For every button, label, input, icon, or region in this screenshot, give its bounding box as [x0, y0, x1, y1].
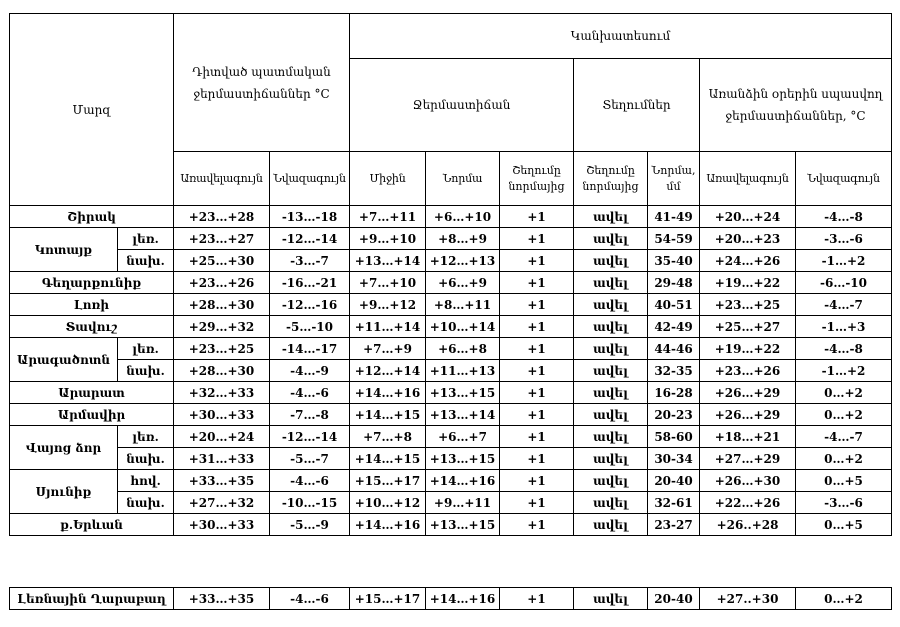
mean-cell: +15…+17 [350, 588, 426, 610]
norm-cell: +14…+16 [426, 588, 500, 610]
obs-max-cell: +23…+25 [174, 338, 270, 360]
mean-cell: +14…+15 [350, 448, 426, 470]
obs-min-cell: -14…-17 [270, 338, 350, 360]
obs-max-cell: +28…+30 [174, 360, 270, 382]
hot-max-cell: +19…+22 [700, 338, 796, 360]
obs-max-cell: +30…+33 [174, 404, 270, 426]
obs-max-cell: +28…+30 [174, 294, 270, 316]
precip-deviation-cell: ավել [574, 470, 648, 492]
region-name: Սյունիք [10, 470, 118, 514]
deviation-cell: +1 [500, 470, 574, 492]
precip-deviation-cell: ավել [574, 426, 648, 448]
precip-deviation-cell: ավել [574, 382, 648, 404]
obs-max-cell: +32…+33 [174, 382, 270, 404]
precip-norm-cell: 16-28 [648, 382, 700, 404]
norm-cell: +13…+15 [426, 382, 500, 404]
table-row [10, 316, 892, 338]
hot-min-cell: -4…-8 [796, 206, 892, 228]
mean-cell: +10…+12 [350, 492, 426, 514]
obs-max-cell: +31…+33 [174, 448, 270, 470]
deviation-cell: +1 [500, 426, 574, 448]
hot-min-cell: -3…-6 [796, 228, 892, 250]
subregion-label: նախ. [118, 250, 174, 272]
obs-max-cell: +20…+24 [174, 426, 270, 448]
table-row [10, 426, 892, 448]
header-forecast: Կանխատեսում [350, 14, 892, 59]
mean-cell: +12…+14 [350, 360, 426, 382]
norm-cell: +6…+7 [426, 426, 500, 448]
norm-cell: +10…+14 [426, 316, 500, 338]
region-name: Տավուշ [10, 316, 174, 338]
hot-max-cell: +23…+25 [700, 294, 796, 316]
obs-min-cell: -3…-7 [270, 250, 350, 272]
subregion-label: նախ. [118, 448, 174, 470]
hot-max-cell: +26…+30 [700, 470, 796, 492]
mean-cell: +9…+10 [350, 228, 426, 250]
obs-min-cell: -16…-21 [270, 272, 350, 294]
header-observed: Դիտված պատմական ջերմաստիճաններ °C [174, 14, 350, 152]
deviation-cell: +1 [500, 338, 574, 360]
obs-min-cell: -7…-8 [270, 404, 350, 426]
obs-min-cell: -4…-6 [270, 382, 350, 404]
mean-cell: +7…+11 [350, 206, 426, 228]
mean-cell: +14…+15 [350, 404, 426, 426]
table-row [10, 360, 892, 382]
subregion-label: լեռ. [118, 338, 174, 360]
hot-max-cell: +23…+26 [700, 360, 796, 382]
norm-cell: +6…+9 [426, 272, 500, 294]
precip-norm-cell: 44-46 [648, 338, 700, 360]
mean-cell: +14…+16 [350, 382, 426, 404]
mean-cell: +14…+16 [350, 514, 426, 536]
deviation-cell: +1 [500, 206, 574, 228]
obs-min-cell: -4…-6 [270, 588, 350, 610]
obs-min-cell: -12…-14 [270, 426, 350, 448]
precip-deviation-cell: ավել [574, 514, 648, 536]
precip-norm-cell: 58-60 [648, 426, 700, 448]
header-obs-max: Առավելագույն [174, 152, 270, 206]
hot-max-cell: +18…+21 [700, 426, 796, 448]
obs-max-cell: +30…+33 [174, 514, 270, 536]
precip-deviation-cell: ավել [574, 588, 648, 610]
deviation-cell: +1 [500, 228, 574, 250]
karabakh-table [9, 587, 892, 610]
subregion-label: նախ. [118, 360, 174, 382]
norm-cell: +13…+15 [426, 448, 500, 470]
hot-min-cell: 0…+5 [796, 470, 892, 492]
subregion-label: նախ. [118, 492, 174, 514]
obs-min-cell: -10…-15 [270, 492, 350, 514]
header-hot-min: Նվազագույն [796, 152, 892, 206]
deviation-cell: +1 [500, 316, 574, 338]
deviation-cell: +1 [500, 514, 574, 536]
region-name: Արմավիր [10, 404, 174, 426]
norm-cell: +6…+10 [426, 206, 500, 228]
norm-cell: +14…+16 [426, 470, 500, 492]
precip-norm-cell: 35-40 [648, 250, 700, 272]
table-row [10, 404, 892, 426]
precip-norm-cell: 30-34 [648, 448, 700, 470]
hot-max-cell: +20…+23 [700, 228, 796, 250]
table-row [10, 338, 892, 360]
region-name: Լեռնային Ղարաբաղ [10, 588, 174, 610]
norm-cell: +8…+9 [426, 228, 500, 250]
deviation-cell: +1 [500, 294, 574, 316]
hot-min-cell: -3…-6 [796, 492, 892, 514]
obs-min-cell: -5…-9 [270, 514, 350, 536]
norm-cell: +9…+11 [426, 492, 500, 514]
hot-min-cell: -1…+3 [796, 316, 892, 338]
table-row [10, 588, 892, 610]
hot-max-cell: +24…+26 [700, 250, 796, 272]
precip-deviation-cell: ավել [574, 360, 648, 382]
obs-max-cell: +23…+26 [174, 272, 270, 294]
hot-min-cell: -4…-7 [796, 294, 892, 316]
obs-max-cell: +33…+35 [174, 588, 270, 610]
obs-min-cell: -4…-9 [270, 360, 350, 382]
hot-max-cell: +20…+24 [700, 206, 796, 228]
hot-min-cell: -1…+2 [796, 250, 892, 272]
obs-min-cell: -12…-16 [270, 294, 350, 316]
table-row [10, 294, 892, 316]
precip-norm-cell: 29-48 [648, 272, 700, 294]
deviation-cell: +1 [500, 492, 574, 514]
hot-max-cell: +26..+28 [700, 514, 796, 536]
norm-cell: +11…+13 [426, 360, 500, 382]
obs-min-cell: -4…-6 [270, 470, 350, 492]
precip-norm-cell: 32-35 [648, 360, 700, 382]
mean-cell: +7…+10 [350, 272, 426, 294]
header-norm: Նորմա [426, 152, 500, 206]
table-row [10, 492, 892, 514]
precip-norm-cell: 23-27 [648, 514, 700, 536]
table-row [10, 514, 892, 536]
mean-cell: +13…+14 [350, 250, 426, 272]
hot-min-cell: -1…+2 [796, 360, 892, 382]
hot-min-cell: 0…+2 [796, 404, 892, 426]
deviation-cell: +1 [500, 404, 574, 426]
precip-deviation-cell: ավել [574, 316, 648, 338]
precip-deviation-cell: ավել [574, 492, 648, 514]
table-row [10, 470, 892, 492]
obs-min-cell: -5…-7 [270, 448, 350, 470]
region-name: Գեղարքունիք [10, 272, 174, 294]
table-row [10, 448, 892, 470]
hot-min-cell: 0…+2 [796, 382, 892, 404]
header-hot-days: Առանձին օրերին սպասվող ջերմաստիճաններ, °C [700, 59, 892, 152]
norm-cell: +6…+8 [426, 338, 500, 360]
deviation-cell: +1 [500, 272, 574, 294]
table-row [10, 228, 892, 250]
deviation-cell: +1 [500, 382, 574, 404]
obs-min-cell: -12…-14 [270, 228, 350, 250]
region-name: Արագածոտն [10, 338, 118, 382]
mean-cell: +11…+14 [350, 316, 426, 338]
header-deviation: Շեղումը նորմայից [500, 152, 574, 206]
precip-norm-cell: 20-40 [648, 470, 700, 492]
table-row [10, 272, 892, 294]
hot-max-cell: +27…+29 [700, 448, 796, 470]
obs-max-cell: +33…+35 [174, 470, 270, 492]
precip-norm-cell: 41-49 [648, 206, 700, 228]
precip-deviation-cell: ավել [574, 294, 648, 316]
precip-norm-cell: 54-59 [648, 228, 700, 250]
deviation-cell: +1 [500, 250, 574, 272]
obs-min-cell: -5…-10 [270, 316, 350, 338]
norm-cell: +12…+13 [426, 250, 500, 272]
hot-min-cell: -4…-7 [796, 426, 892, 448]
precip-norm-cell: 20-23 [648, 404, 700, 426]
header-region: Մարզ [10, 14, 174, 206]
region-name: Վայոց ձոր [10, 426, 118, 470]
header-precipitation: Տեղումներ [574, 59, 700, 152]
subregion-label: լեռ. [118, 426, 174, 448]
precip-deviation-cell: ավել [574, 448, 648, 470]
obs-max-cell: +23…+27 [174, 228, 270, 250]
precip-deviation-cell: ավել [574, 404, 648, 426]
hot-max-cell: +19…+22 [700, 272, 796, 294]
obs-max-cell: +25…+30 [174, 250, 270, 272]
precip-norm-cell: 32-61 [648, 492, 700, 514]
precip-norm-cell: 20-40 [648, 588, 700, 610]
norm-cell: +13…+15 [426, 514, 500, 536]
header-precip-norm: Նորմա, մմ [648, 152, 700, 206]
hot-max-cell: +22…+26 [700, 492, 796, 514]
hot-max-cell: +26…+29 [700, 382, 796, 404]
hot-min-cell: 0…+2 [796, 448, 892, 470]
hot-min-cell: 0…+2 [796, 588, 892, 610]
precip-norm-cell: 42-49 [648, 316, 700, 338]
precip-deviation-cell: ավել [574, 272, 648, 294]
region-name: ք.Երևան [10, 514, 174, 536]
precip-deviation-cell: ավել [574, 228, 648, 250]
hot-max-cell: +25…+27 [700, 316, 796, 338]
region-name: Շիրակ [10, 206, 174, 228]
deviation-cell: +1 [500, 588, 574, 610]
hot-min-cell: -4…-8 [796, 338, 892, 360]
deviation-cell: +1 [500, 360, 574, 382]
region-name: Կոտայք [10, 228, 118, 272]
header-precip-deviation: Շեղումը նորմայից [574, 152, 648, 206]
obs-max-cell: +23…+28 [174, 206, 270, 228]
header-mean: Միջին [350, 152, 426, 206]
precip-deviation-cell: ավել [574, 206, 648, 228]
table-row [10, 382, 892, 404]
norm-cell: +8…+11 [426, 294, 500, 316]
mean-cell: +7…+8 [350, 426, 426, 448]
region-name: Լոռի [10, 294, 174, 316]
mean-cell: +9…+12 [350, 294, 426, 316]
table-row [10, 206, 892, 228]
forecast-table [9, 13, 892, 536]
precip-deviation-cell: ավել [574, 338, 648, 360]
mean-cell: +7…+9 [350, 338, 426, 360]
obs-max-cell: +29…+32 [174, 316, 270, 338]
precip-norm-cell: 40-51 [648, 294, 700, 316]
hot-max-cell: +26…+29 [700, 404, 796, 426]
header-obs-min: Նվազագույն [270, 152, 350, 206]
deviation-cell: +1 [500, 448, 574, 470]
norm-cell: +13…+14 [426, 404, 500, 426]
obs-min-cell: -13…-18 [270, 206, 350, 228]
hot-min-cell: 0…+5 [796, 514, 892, 536]
region-name: Արարատ [10, 382, 174, 404]
hot-max-cell: +27..+30 [700, 588, 796, 610]
precip-deviation-cell: ավել [574, 250, 648, 272]
obs-max-cell: +27…+32 [174, 492, 270, 514]
subregion-label: լեռ. [118, 228, 174, 250]
table-row [10, 250, 892, 272]
mean-cell: +15…+17 [350, 470, 426, 492]
header-hot-max: Առավելագույն [700, 152, 796, 206]
header-temperature: Ջերմաստիճան [350, 59, 574, 152]
hot-min-cell: -6…-10 [796, 272, 892, 294]
subregion-label: հով. [118, 470, 174, 492]
